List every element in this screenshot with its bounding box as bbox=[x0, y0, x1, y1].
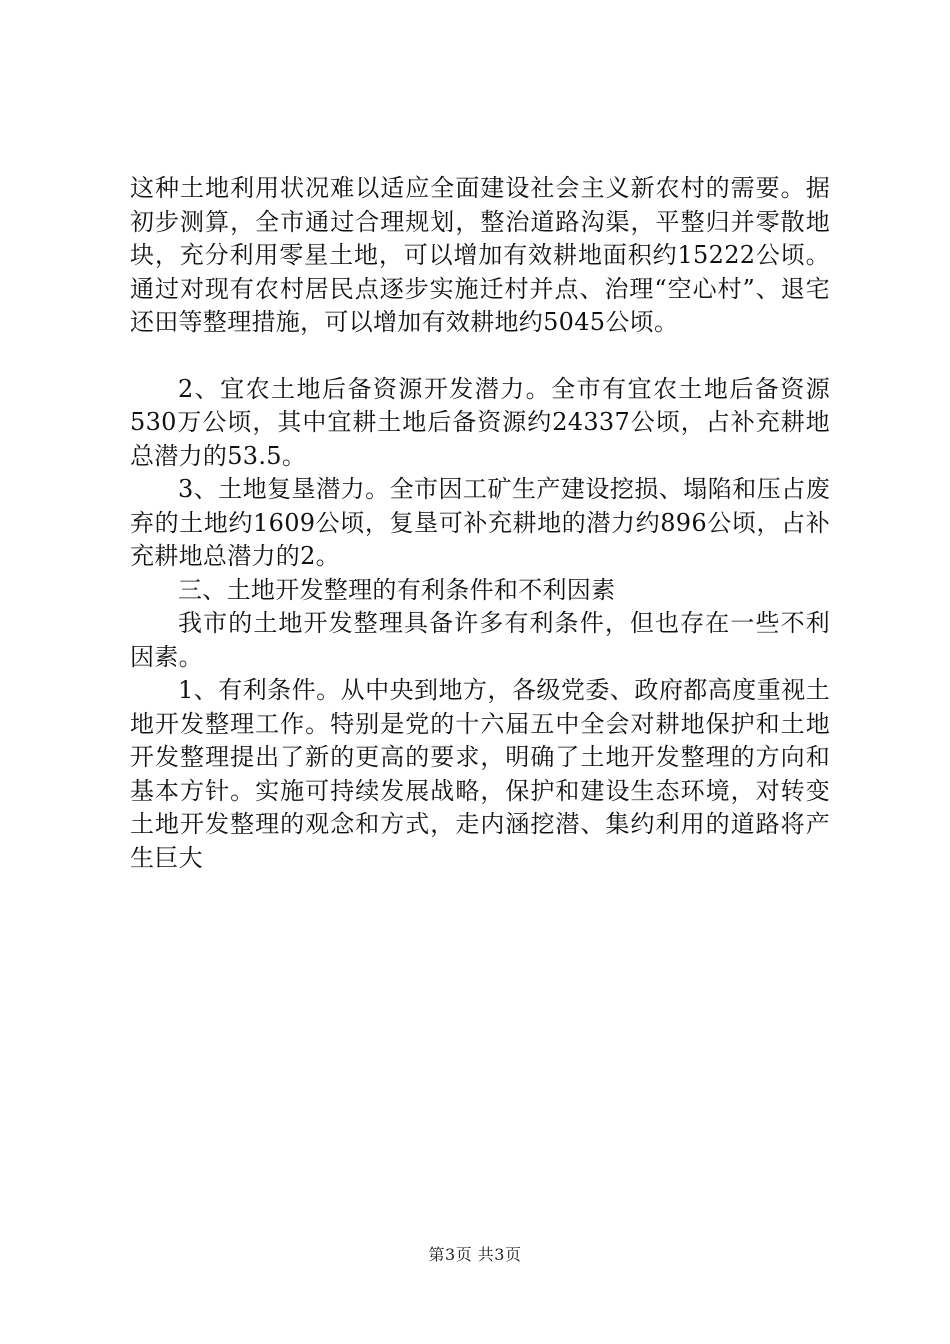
page-number-footer: 第3页 共3页 bbox=[428, 1245, 522, 1264]
paragraph-conditions-intro: 我市的土地开发整理具备许多有利条件，但也存在一些不利因素。 bbox=[130, 609, 830, 671]
paragraph-land-use: 这种土地利用状况难以适应全面建设社会主义新农村的需要。据初步测算，全市通过合理规划，整治道路沟渠，平整归并零散地块，充分利用零星土地，可以增加有效耕地面积约15222公顷。通过对现有农村居民点逐步实施迁村并点、治理“空心村”、退宅还田等整理措施，可以增加有效耕地约5045公顷。 bbox=[130, 174, 830, 336]
section-heading: 三、土地开发整理的有利条件和不利因素 bbox=[178, 575, 616, 604]
paragraph-reclamation: 3、土地复垦潜力。全市因工矿生产建设挖损、塌陷和压占废弃的土地约1609公顷，复垦可补充耕地的潜力约896公顷，占补充耕地总潜力的2。 bbox=[130, 475, 830, 570]
paragraph-reserve-resources: 2、宜农土地后备资源开发潜力。全市有宜农土地后备资源530万公顷，其中宜耕土地后备资源约24337公顷，占补充耕地总潜力的53.5。 bbox=[130, 374, 830, 470]
paragraph-favorable-conditions: 1、有利条件。从中央到地方，各级党委、政府都高度重视土地开发整理工作。特别是党的十六届五中全会对耕地保护和土地开发整理提出了新的更高的要求，明确了土地开发整理的方向和基本方针。实施可持续发展战略，保护和建设生态环境，对转变土地开发整理的观念和方式，走内涵挖潜、集约利用的道路将产生巨大 bbox=[130, 676, 830, 872]
paragraph-gap bbox=[130, 340, 830, 373]
body-text bbox=[130, 172, 830, 875]
